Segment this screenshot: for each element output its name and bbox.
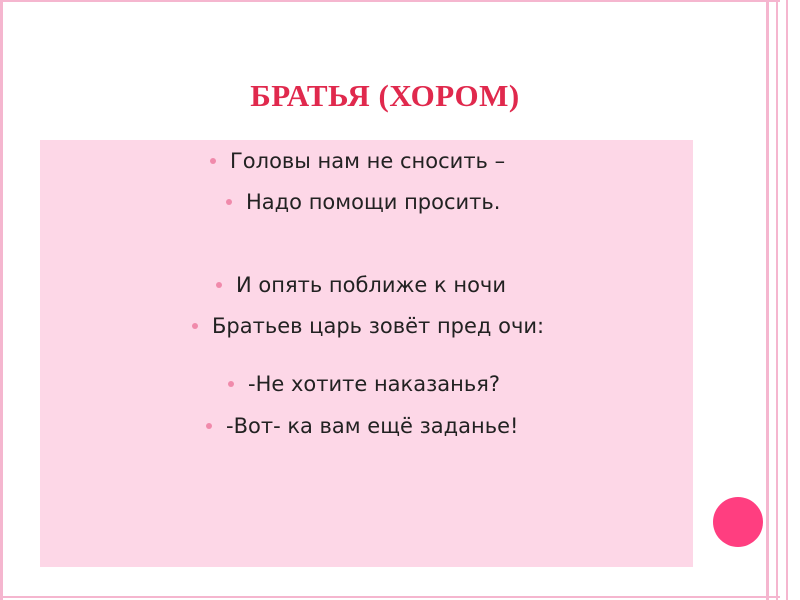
list-item — [228, 372, 500, 396]
frame-left-line — [0, 0, 3, 600]
frame-right-line — [786, 0, 788, 600]
bullet-icon — [206, 423, 212, 429]
frame-right-line — [776, 0, 778, 600]
list-item-text: -Вот- ка вам ещё заданье! — [226, 414, 519, 438]
bullet-icon — [216, 282, 222, 288]
list-item — [210, 149, 505, 173]
bullet-icon — [226, 199, 232, 205]
bullet-icon — [210, 158, 216, 164]
slide-title: БРАТЬЯ (ХОРОМ) — [250, 78, 520, 113]
list-item — [226, 190, 500, 214]
bullet-icon — [228, 381, 234, 387]
frame-bottom-line — [0, 596, 780, 598]
frame-right-line — [766, 0, 769, 600]
list-item — [216, 273, 506, 297]
list-item-text: -Не хотите наказанья? — [248, 372, 501, 396]
list-item-text: И опять поближе к ночи — [236, 273, 506, 297]
list-item-text: Головы нам не сносить – — [230, 149, 506, 173]
list-item-text: Надо помощи просить. — [246, 190, 501, 214]
list-item — [206, 414, 518, 438]
list-item — [192, 314, 544, 338]
list-item-text: Братьев царь зовёт пред очи: — [212, 314, 545, 338]
frame-top-line — [0, 0, 780, 2]
decorative-circle — [713, 497, 763, 547]
bullet-icon — [192, 323, 198, 329]
